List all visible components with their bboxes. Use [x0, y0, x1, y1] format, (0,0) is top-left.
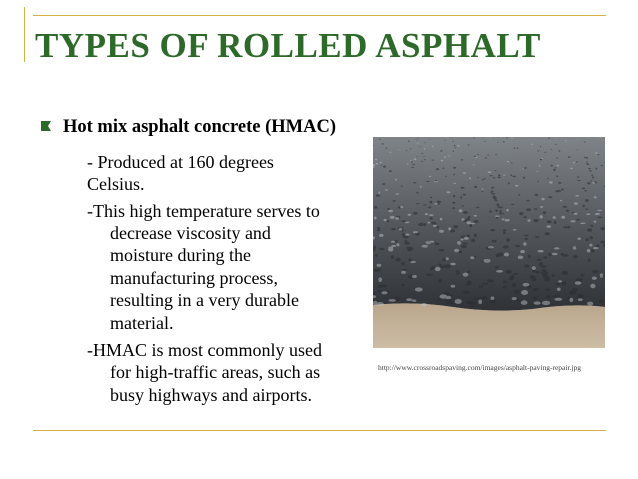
body-line: Celsius. [87, 174, 145, 194]
body-line: moisture during the [110, 245, 251, 265]
body-line: -HMAC is most commonly used [87, 340, 323, 360]
body-line: - Produced at 160 degrees [87, 152, 274, 172]
left-rule [24, 7, 25, 62]
slide-title: TYPES OF ROLLED ASPHALT [35, 26, 541, 65]
body-line: material. [110, 313, 174, 333]
bottom-rule [33, 430, 606, 431]
square-bullet-icon [41, 121, 51, 131]
top-rule [33, 15, 606, 16]
body-line: decrease viscosity and [110, 223, 271, 243]
body-line: -This high temperature serves to [87, 201, 320, 221]
asphalt-photo [373, 137, 605, 348]
bullet-heading: Hot mix asphalt concrete (HMAC) [63, 117, 336, 137]
body-line: for high-traffic areas, such as [110, 362, 321, 382]
image-credit: http://www.crossroadspaving.com/images/asphalt-paving-repair.jpg [378, 363, 582, 372]
body-line: manufacturing process, [110, 268, 278, 288]
body-line: busy highways and airports. [110, 385, 312, 405]
body-line: resulting in a very durable [110, 290, 299, 310]
